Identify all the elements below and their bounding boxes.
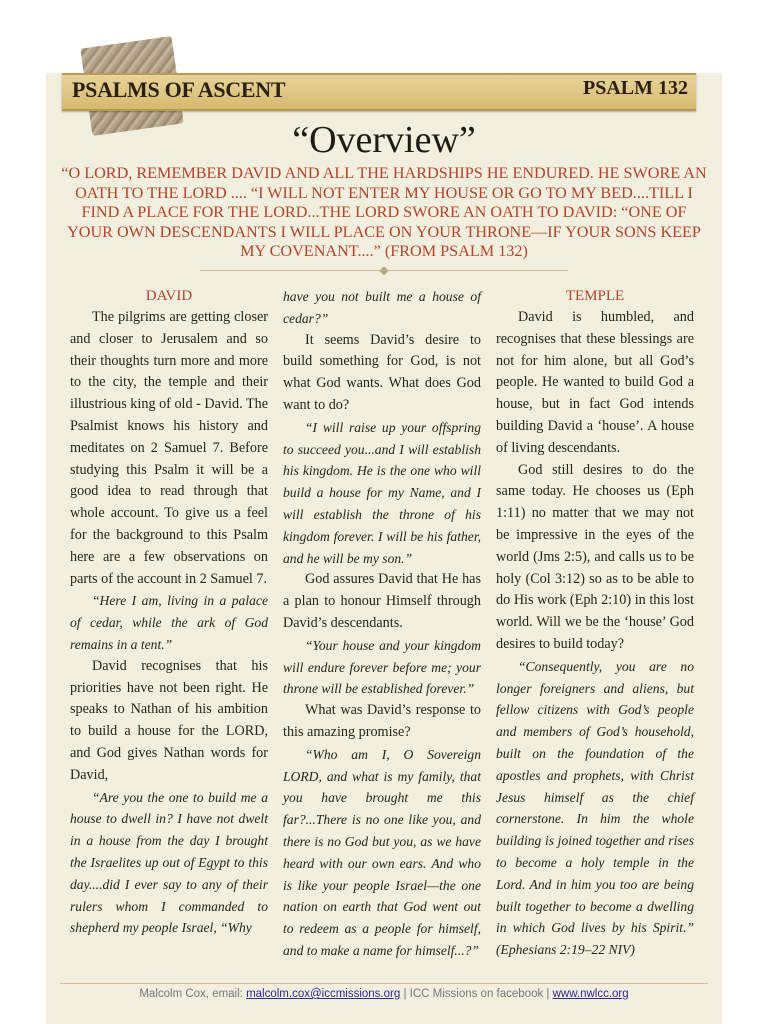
footer-divider [60,983,708,984]
scripture-quote: have you not built me a house of cedar?” [283,289,481,326]
footer-author: Malcolm Cox, email: [139,988,247,1000]
section-heading-david: DAVID [145,288,193,304]
paragraph: God assures David that He has a plan to honour Himself through David’s descendants. [283,571,481,631]
email-link[interactable]: malcolm.cox@iccmissions.org [246,988,401,1000]
scripture-quote: “Consequently, you are no longer foreigners and aliens, but fellow citizens with God’s people and members of God’s household, built on the foundation of the apostles and prophets, with Christ Jesus himself as the chief cornerstone. In him the whole building is joined together and rises to become a holy temple in the Lord. And in him you too are being built together to become a dwelling in which God lives by his Spirit.” (Ephesians 2:19–22 NIV) [496,658,694,958]
scripture-quote: “Who am I, O Sovereign LORD, and what is my family, that you have brought me this far?...There is no one like you, and there is no God but you, as we have heard with our own ears. And who is like your people Israel—the one nation on earth that God went out to redeem as a people for himself, and to make a name for himself...?” [283,746,481,958]
scripture-quote: “Are you the one to build me a house to dwell in? I have not dwelt in a house from the day I brought the Israelites up out of Egypt to this day....did I ever say to any of their rulers whom I commanded to shepherd my people Israel, “Why [70,789,268,936]
paragraph: What was David’s response to this amazing promise? [283,702,481,740]
psalm-number: PSALM 132 [583,77,688,99]
paragraph: David is humbled, and recognises that these blessings are not for him alone, but all God’s people. He wanted to build God a house, but in fact God intends building David a ‘house’. A house of living descendants. [496,309,694,456]
footer [46,988,722,1000]
scripture-quote: “Your house and your kingdom will endure forever before me; your throne will be established forever.” [283,637,481,697]
paragraph: David recognises that his priorities have not been right. He speaks to Nathan of his ambition to build a house for the LORD, and God gives Nathan words for David, [70,657,268,783]
paragraph: The pilgrims are getting closer and closer to Jerusalem and so their thoughts turn more and more to the city, the temple and their illustrious king of old - David. The Psalmist knows his history and meditates on 2 Samuel 7. Before studying this Psalm it will be a good idea to read through that whole account. To give us a feel for the background to this Psalm here are a few observations on parts of the account in 2 Samuel 7. [70,309,268,587]
website-link[interactable]: www.nwlcc.org [552,988,629,1000]
page-title: “Overview” [292,119,476,161]
section-heading-temple: TEMPLE [565,288,625,304]
scripture-quote: “I will raise up your offspring to succeed you...and I will establish his kingdom. He is the one who will build a house for my Name, and I will establish the throne of his kingdom forever. I will be his father, and he will be my son.” [283,419,481,566]
footer-facebook: | ICC Missions on facebook | [400,988,553,1000]
scripture-quote: “Here I am, living in a palace of cedar, while the ark of God remains in a tent.” [70,593,268,652]
column-middle [283,286,481,962]
paragraph: God still desires to do the same today. He chooses us (Eph 1:11) no matter that we may not be impressive in the eyes of the world (Jms 2:5), and calls us to be holy (Col 3:12) so as to be able to do His work (Eph 2:10) in this lost world. Will we be the ‘house’ God desires to build today? [496,461,694,652]
divider-ornament-icon: ◆ [379,263,389,277]
column-david [70,286,268,939]
paragraph: It seems David’s desire to build something for God, is not what God wants. What does God want to do? [283,331,481,413]
header-banner [62,73,696,111]
intro-quote: “O LORD, REMEMBER DAVID AND ALL THE HARDSHIPS HE ENDURED. HE SWORE AN OATH TO THE LORD .... “I WILL NOT ENTER MY HOUSE OR GO TO MY BED....TILL I FIND A PLACE FOR THE LORD...THE LORD SWORE AN OATH TO DAVID: “ONE OF YOUR OWN DESCENDANTS I WILL PLACE ON YOUR THRONE—IF YOUR SONS KEEP MY COVENANT....” (FROM PSALM 132) [61,164,707,260]
column-temple [496,286,694,961]
series-title: PSALMS OF ASCENT [72,77,286,102]
